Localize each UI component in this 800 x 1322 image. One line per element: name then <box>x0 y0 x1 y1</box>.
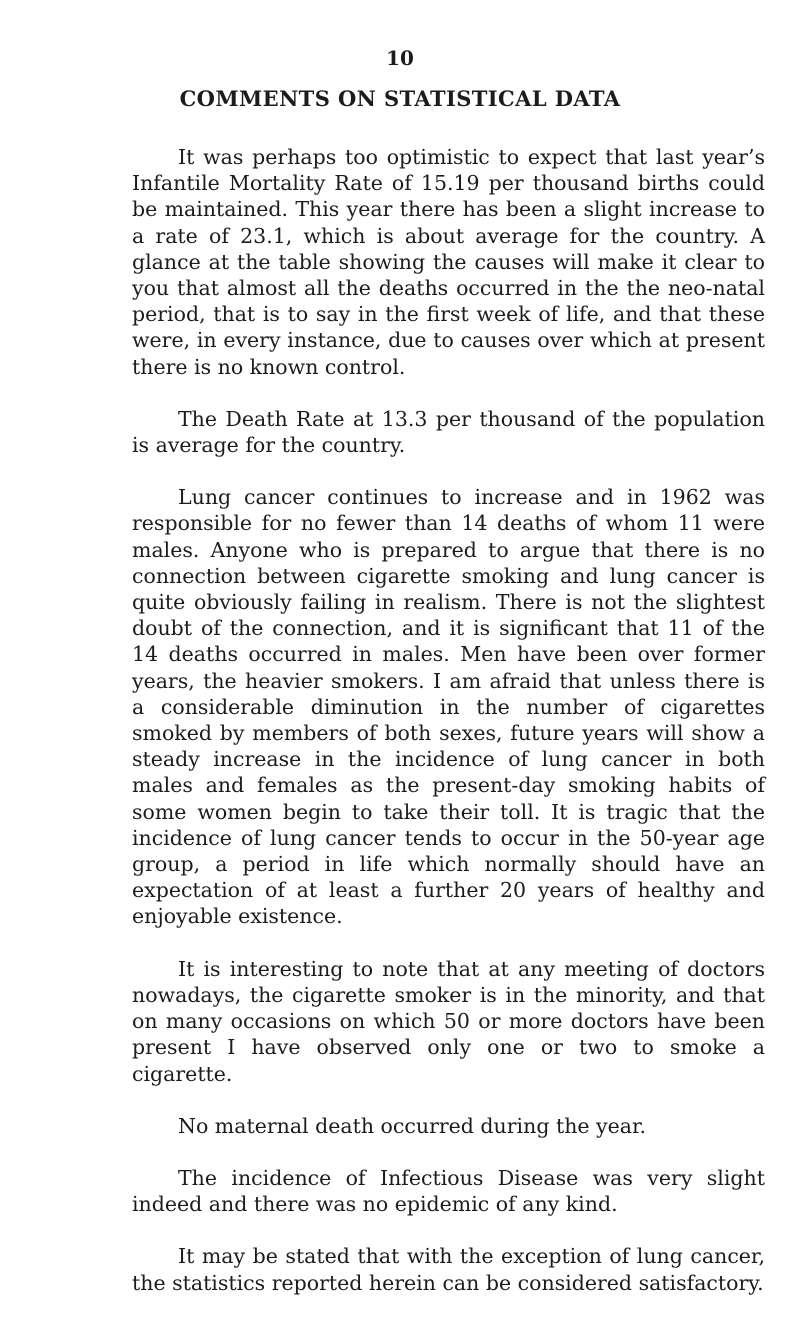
paragraph-infant-mortality: It was perhaps too optimistic to expect that last year’s Infantile Mortality Rate of 15.19 per thousand births could be maintained. This year there has been a slight increase to a rate of 23.1, which is about average for the country. A glance at the table showing the causes will make it clear to you that almost all the deaths occurred in the the neo-natal period, that is to say in the first week of life, and that these were, in every instance, due to causes over which at present there is no known control. <box>132 145 765 379</box>
paragraph-infectious-disease: The incidence of Infectious Disease was very slight indeed and there was no epidemic of any kind. <box>132 1165 765 1217</box>
body-text <box>132 144 765 1322</box>
paragraph-maternal-death: No maternal death occurred during the year. <box>178 1113 647 1138</box>
paragraph-doctors-smoking: It is interesting to note that at any meeting of doctors nowadays, the cigarette smoker is in the minority, and that on many occasions on which 50 or more doctors have been present I have observed only one or two to smoke a cigarette. <box>132 956 765 1086</box>
page-title: COMMENTS ON STATISTICAL DATA <box>179 86 621 111</box>
page-number: 10 <box>386 46 414 70</box>
paragraph-conclusion: It may be stated that with the exception of lung cancer, the statistics reported herein can be considered satisfactory. <box>132 1244 765 1295</box>
paragraph-lung-cancer: Lung cancer continues to increase and in 1962 was responsible for no fewer than 14 deaths of whom 11 were males. Anyone who is prepared to argue that there is no connection between cigarette smoking and lung cancer is quite obviously failing in realism. There is not the slightest doubt of the connection, and it is significant that 11 of the 14 deaths occurred in males. Men have been over former years, the heavier smokers. I am afraid that unless there is a considerable diminution in the number of cigarettes smoked by members of both sexes, future years will show a steady increase in the incidence of lung cancer in both males and females as the present-day smoking habits of some women begin to take their toll. It is tragic that the incidence of lung cancer tends to occur in the 50-year age group, a period in life which normally should have an expectation of at least a further 20 years of healthy and enjoyable existence. <box>132 485 765 929</box>
paragraph-death-rate: The Death Rate at 13.3 per thousand of the population is average for the country. <box>132 406 765 458</box>
